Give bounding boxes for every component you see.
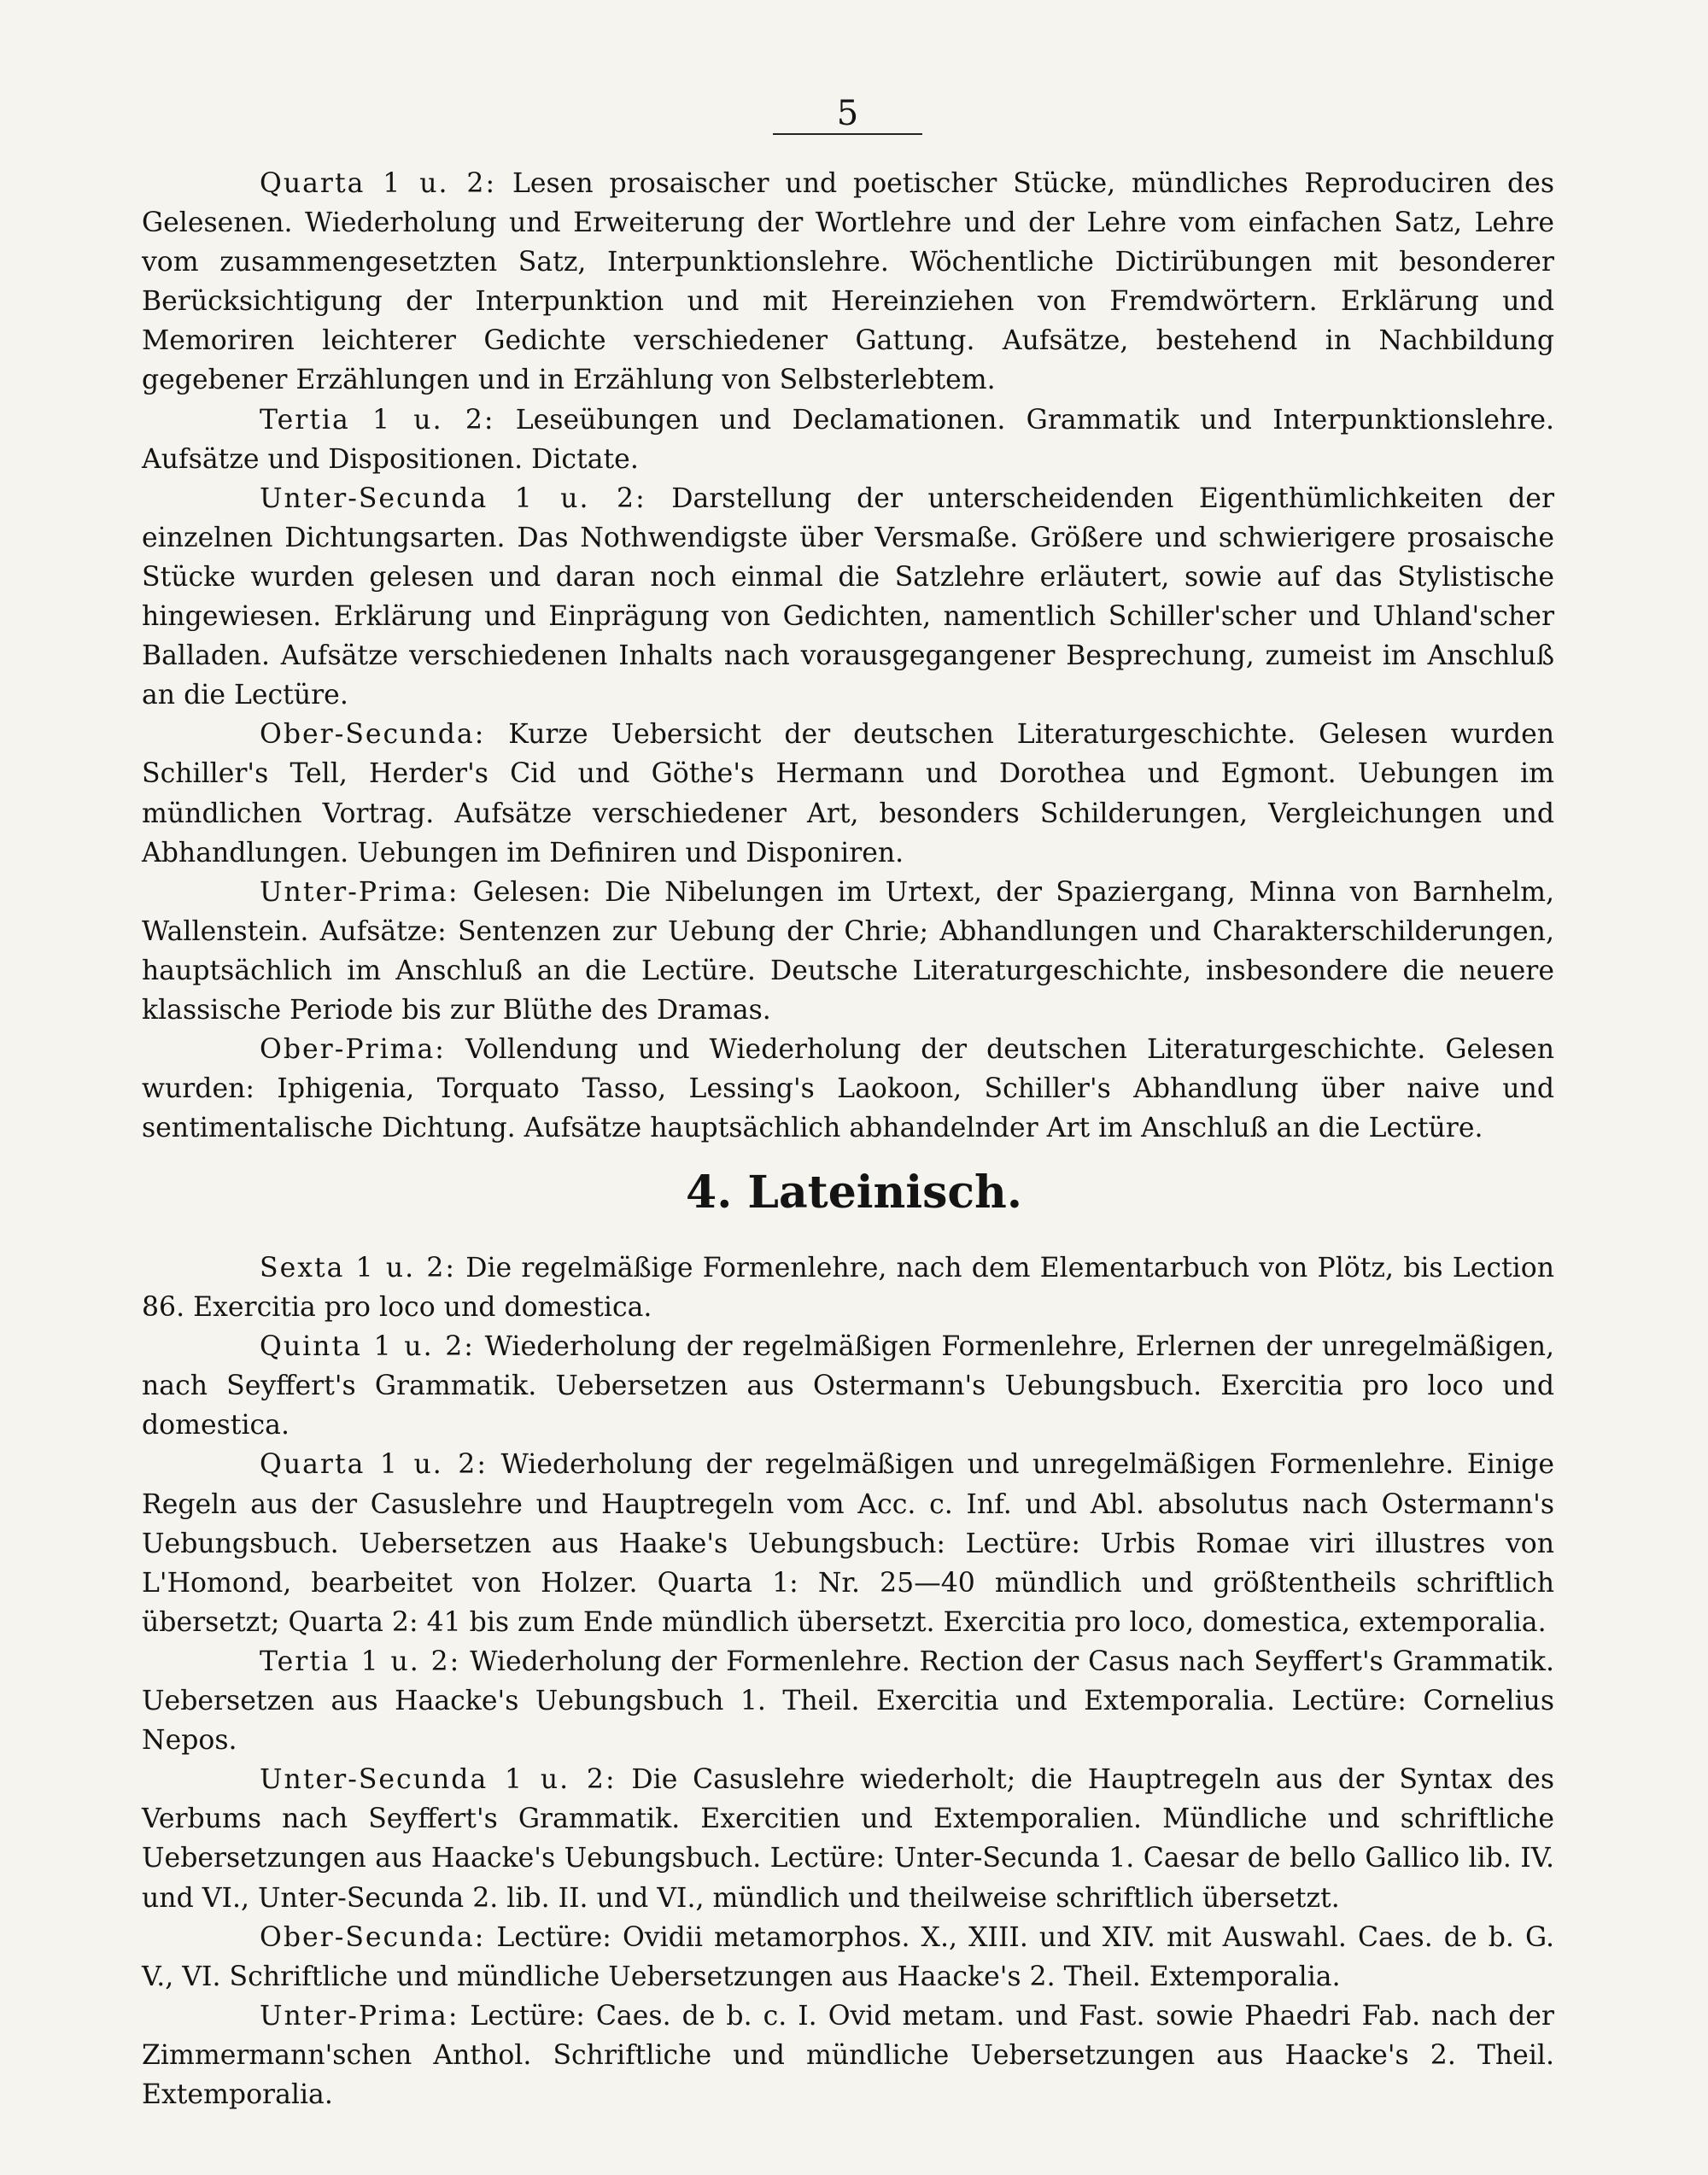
paragraph-ober-secunda [142,715,1554,872]
page-number-rule [773,133,922,135]
class-label: Ober-Prima: [260,1034,446,1066]
paragraph-unter-secunda [142,479,1554,716]
section-latein-body [142,1248,1554,2114]
class-label: Ober-Secunda: [260,1921,486,1953]
class-label: Ober-Secunda: [260,719,486,751]
paragraph-text: Wiederholung der regelmäßigen und unregelmäßigen Formenlehre. Einige Regeln aus der Casuslehre und Hauptregeln vom Acc. c. Inf. und Abl. absolutus nach Ostermann's Uebungsbuch. Uebersetzen aus Haake's Uebungsbuch: Lectüre: Urbis Romae viri illustres von L'Homond, bearbeitet von Holzer. Quarta 1: Nr. 25—40 mündlich und größtentheils schriftlich übersetzt; Quarta 2: 41 bis zum Ende mündlich übersetzt. Exercitia pro loco, domestica, extemporalia. [142,1449,1554,1638]
paragraph-unter-prima [142,873,1554,1030]
class-label: Unter-Prima: [260,2000,459,2032]
class-label: Quarta 1 u. 2: [260,1449,488,1481]
class-label: Sexta 1 u. 2: [260,1253,457,1283]
paragraph-text: Lesen prosaischer und poetischer Stücke, mündliches Reproduciren des Gelesenen. Wiederholung und Erweiterung der Wortlehre und der Lehre vom einfachen Satz, Lehre vom zusammengesetzten Satz, Interpunktionslehre. Wöchentliche Dictirübungen mit besonderer Berücksichtigung der Interpunktion und mit Hereinziehen von Fremdwörtern. Erklärung und Memoriren leichterer Gedichte verschiedener Gattung. Aufsätze, bestehend in Nachbildung gegebener Erzählungen und in Erzählung von Selbsterlebtem. [142,168,1554,396]
paragraph-tertia [142,1642,1554,1760]
paragraph-text: Vollendung und Wiederholung der deutschen Literaturgeschichte. Gelesen wurden: Iphigenia, Torquato Tasso, Lessing's Laokoon, Schiller's Abhandlung über naive und sentimentalische Dichtung. Aufsätze hauptsächlich abhandelnder Art im Anschluß an die Lectüre. [142,1034,1554,1144]
paragraph-text: Kurze Uebersicht der deutschen Literaturgeschichte. Gelesen wurden Schiller's Tell, Herder's Cid und Göthe's Hermann und Dorothea und Egmont. Uebungen im mündlichen Vortrag. Aufsätze verschiedener Art, besonders Schilderungen, Vergleichungen und Abhandlungen. Uebungen im Definiren und Disponiren. [142,719,1554,868]
paragraph-quarta [142,1445,1554,1641]
paragraph-unter-secunda [142,1760,1554,1917]
paragraph-quinta [142,1327,1554,1445]
paragraph-ober-secunda [142,1918,1554,1997]
paragraph-quarta [142,164,1554,401]
paragraph-ober-prima [142,1030,1554,1148]
class-label: Tertia 1 u. 2: [260,404,495,436]
paragraph-text: Darstellung der unterscheidenden Eigenthümlichkeiten der einzelnen Dichtungsarten. Das Nothwendigste über Versmaße. Größere und schwierigere prosaische Stücke wurden gelesen und daran noch einmal die Satzlehre erläutert, sowie auf das Stylistische hingewiesen. Erklärung und Einprägung von Gedichten, namentlich Schiller'scher und Uhland'scher Balladen. Aufsätze verschiedenen Inhalts nach vorausgegangener Besprechung, zumeist im Anschluß an die Lectüre. [142,482,1554,711]
paragraph-text: Gelesen: Die Nibelungen im Urtext, der Spaziergang, Minna von Barnhelm, Wallenstein. Aufsätze: Sentenzen zur Uebung der Chrie; Abhandlungen und Charakterschilderungen, hauptsächlich im Anschluß an die Lectüre. Deutsche Literaturgeschichte, insbesondere die neuere klassische Periode bis zur Blüthe des Dramas. [142,876,1554,1026]
paragraph-text: Wiederholung der Formenlehre. Rection der Casus nach Seyffert's Grammatik. Uebersetzen aus Haacke's Uebungsbuch 1. Theil. Exercitia und Extemporalia. Lectüre: Cornelius Nepos. [142,1646,1554,1757]
section-heading-lateinisch: 4. Lateinisch. [686,1166,1022,1219]
paragraph-text: Leseübungen und Declamationen. Grammatik und Interpunktionslehre. Aufsätze und Dispositionen. Dictate. [142,404,1554,475]
paragraph-text: Die Casuslehre wiederholt; die Hauptregeln aus der Syntax des Verbums nach Seyffert's Grammatik. Exercitien und Extemporalien. Mündliche und schriftliche Uebersetzungen aus Haacke's Uebungsbuch. Lectüre: Unter-Secunda 1. Caesar de bello Gallico lib. IV. und VI., Unter-Secunda 2. lib. II. und VI., mündlich und theilweise schriftlich übersetzt. [142,1764,1554,1914]
class-label: Unter-Secunda 1 u. 2: [260,1764,617,1796]
class-label: Tertia 1 u. 2: [260,1646,461,1677]
paragraph-text: Die regelmäßige Formenlehre, nach dem Elementarbuch von Plötz, bis Lection 86. Exercitia pro loco und domestica. [142,1253,1554,1324]
paragraph-text: Wiederholung der regelmäßigen Formenlehre, Erlernen der unregelmäßigen, nach Seyffert's Grammatik. Uebersetzen aus Ostermann's Uebungsbuch. Exercitia pro loco und domestica. [142,1331,1554,1441]
class-label: Quarta 1 u. 2: [260,168,497,199]
page-number: 5 [836,94,859,133]
paragraph-text: Lectüre: Caes. de b. c. I. Ovid metam. und Fast. sowie Phaedri Fab. nach der Zimmermann'schen Anthol. Schriftliche und mündliche Uebersetzungen aus Haacke's 2. Theil. Extemporalia. [142,2000,1554,2110]
paragraph-unter-prima [142,1997,1554,2114]
section-deutsch-body [142,164,1554,1148]
class-label: Quinta 1 u. 2: [260,1331,475,1363]
paragraph-text: Lectüre: Ovidii metamorphos. X., XIII. und XIV. mit Auswahl. Caes. de b. G. V., VI. Schriftliche und mündliche Uebersetzungen aus Haacke's 2. Theil. Extemporalia. [142,1921,1554,1992]
class-label: Unter-Prima: [260,876,459,908]
paragraph-tertia [142,401,1554,479]
paragraph-sexta [142,1248,1554,1327]
class-label: Unter-Secunda 1 u. 2: [260,482,646,514]
